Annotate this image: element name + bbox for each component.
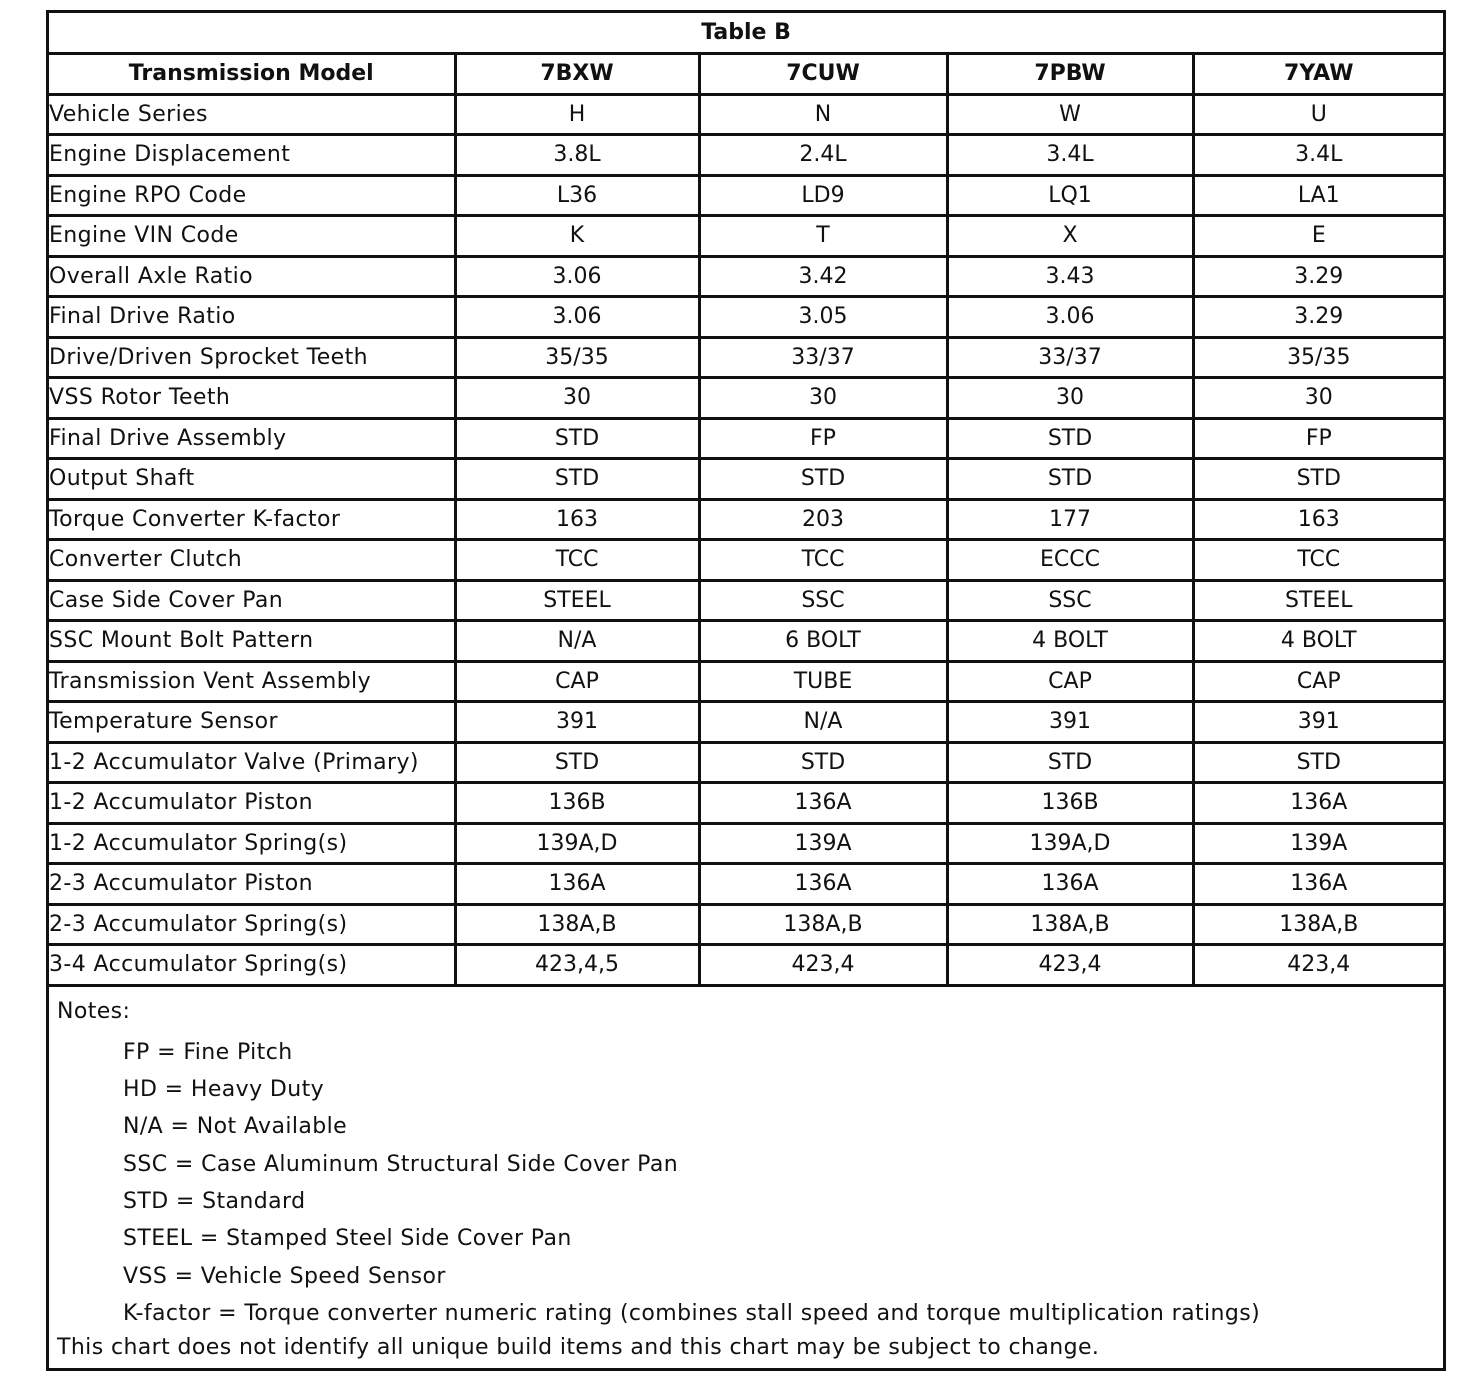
row-label: Overall Axle Ratio: [49, 256, 455, 297]
row-label: VSS Rotor Teeth: [49, 378, 455, 419]
row-label: Temperature Sensor: [49, 702, 455, 743]
disclaimer: This chart does not identify all unique build items and this chart may be subject to change.: [57, 1334, 1100, 1360]
table-cell: TCC: [1193, 540, 1443, 581]
table-cell: K: [455, 216, 699, 257]
row-label: Engine VIN Code: [49, 216, 455, 257]
table-cell: 3.4L: [1193, 135, 1443, 176]
table-cell: 138A,B: [1193, 904, 1443, 945]
table-cell: 423,4: [947, 945, 1193, 986]
table-row: [49, 418, 1443, 459]
table-cell: 136A: [455, 864, 699, 905]
table-cell: STD: [699, 742, 947, 783]
table-row: [49, 337, 1443, 378]
row-label: 2-3 Accumulator Spring(s): [49, 904, 455, 945]
table-cell: 163: [455, 499, 699, 540]
table-row: [49, 702, 1443, 743]
table-row: [49, 540, 1443, 581]
table-body: [49, 94, 1443, 985]
table-cell: 3.4L: [947, 135, 1193, 176]
table-cell: 136B: [455, 783, 699, 824]
note-item: K-factor = Torque converter numeric rating (combines stall speed and torque multiplication ratings): [123, 1301, 1261, 1327]
table-row: [49, 661, 1443, 702]
table-cell: 423,4: [1193, 945, 1443, 986]
notes-list: [57, 1034, 1443, 1333]
table-cell: W: [947, 94, 1193, 135]
table-cell: T: [699, 216, 947, 257]
table-cell: 3.06: [455, 256, 699, 297]
table-row: [49, 297, 1443, 338]
table-cell: N/A: [455, 621, 699, 662]
table-cell: SSC: [699, 580, 947, 621]
table-row: [49, 621, 1443, 662]
row-label: 2-3 Accumulator Piston: [49, 864, 455, 905]
table-row: [49, 135, 1443, 176]
row-label: Converter Clutch: [49, 540, 455, 581]
table-cell: STD: [455, 459, 699, 500]
row-label: Vehicle Series: [49, 94, 455, 135]
row-label: Drive/Driven Sprocket Teeth: [49, 337, 455, 378]
table-cell: 139A: [1193, 823, 1443, 864]
table-row: [49, 823, 1443, 864]
note-item: STEEL = Stamped Steel Side Cover Pan: [123, 1226, 572, 1252]
table-cell: 136A: [1193, 864, 1443, 905]
table-cell: 203: [699, 499, 947, 540]
row-label: 1-2 Accumulator Piston: [49, 783, 455, 824]
table-cell: 136A: [699, 783, 947, 824]
title-row: [49, 13, 1443, 54]
table-cell: 6 BOLT: [699, 621, 947, 662]
note-item: VSS = Vehicle Speed Sensor: [123, 1263, 446, 1289]
model-header: 7YAW: [1193, 54, 1443, 95]
row-label: SSC Mount Bolt Pattern: [49, 621, 455, 662]
row-label: 1-2 Accumulator Valve (Primary): [49, 742, 455, 783]
table-title: Table B: [49, 13, 1443, 54]
table-cell: STD: [699, 459, 947, 500]
table-row: [49, 742, 1443, 783]
table-cell: STD: [455, 418, 699, 459]
table-row: [49, 256, 1443, 297]
table-cell: E: [1193, 216, 1443, 257]
row-label: Final Drive Assembly: [49, 418, 455, 459]
note-item: STD = Standard: [123, 1189, 306, 1215]
table-cell: CAP: [455, 661, 699, 702]
table-cell: SSC: [947, 580, 1193, 621]
table-cell: TCC: [455, 540, 699, 581]
table-cell: LA1: [1193, 175, 1443, 216]
table-row: [49, 580, 1443, 621]
header-row: [49, 54, 1443, 95]
model-header: 7PBW: [947, 54, 1193, 95]
table-cell: STD: [947, 742, 1193, 783]
table-cell: 423,4: [699, 945, 947, 986]
row-label: Final Drive Ratio: [49, 297, 455, 338]
table-cell: 4 BOLT: [1193, 621, 1443, 662]
table-cell: 30: [699, 378, 947, 419]
table-cell: 3.29: [1193, 256, 1443, 297]
table-cell: 3.43: [947, 256, 1193, 297]
table-cell: H: [455, 94, 699, 135]
table-cell: U: [1193, 94, 1443, 135]
table-cell: FP: [1193, 418, 1443, 459]
table-cell: 136A: [699, 864, 947, 905]
row-label: Transmission Vent Assembly: [49, 661, 455, 702]
table-cell: 35/35: [455, 337, 699, 378]
table-cell: 3.8L: [455, 135, 699, 176]
model-header: 7CUW: [699, 54, 947, 95]
table-row: [49, 175, 1443, 216]
table-cell: 423,4,5: [455, 945, 699, 986]
note-item: N/A = Not Available: [123, 1114, 348, 1140]
table-cell: 136A: [1193, 783, 1443, 824]
table-cell: 30: [455, 378, 699, 419]
table-row: [49, 945, 1443, 986]
note-item: SSC = Case Aluminum Structural Side Cover Pan: [123, 1151, 679, 1177]
table-cell: X: [947, 216, 1193, 257]
table-cell: 139A,D: [947, 823, 1193, 864]
header-label: Transmission Model: [49, 54, 455, 95]
table-cell: STD: [455, 742, 699, 783]
table-cell: ECCC: [947, 540, 1193, 581]
table-cell: CAP: [947, 661, 1193, 702]
table-cell: STD: [947, 459, 1193, 500]
table-cell: 139A: [699, 823, 947, 864]
table-cell: CAP: [1193, 661, 1443, 702]
table-row: [49, 459, 1443, 500]
table-cell: LD9: [699, 175, 947, 216]
table-cell: 3.06: [455, 297, 699, 338]
table-cell: 30: [947, 378, 1193, 419]
model-header: 7BXW: [455, 54, 699, 95]
table-cell: 2.4L: [699, 135, 947, 176]
table-cell: N: [699, 94, 947, 135]
table-cell: 33/37: [947, 337, 1193, 378]
row-label: Case Side Cover Pan: [49, 580, 455, 621]
note-item: HD = Heavy Duty: [123, 1076, 325, 1102]
table-cell: 3.06: [947, 297, 1193, 338]
table-cell: STD: [947, 418, 1193, 459]
row-label: Output Shaft: [49, 459, 455, 500]
table-row: [49, 499, 1443, 540]
table-cell: 4 BOLT: [947, 621, 1193, 662]
table-cell: 138A,B: [947, 904, 1193, 945]
notes-section: [49, 987, 1443, 1368]
table-cell: 136A: [947, 864, 1193, 905]
table-cell: 391: [455, 702, 699, 743]
row-label: Engine Displacement: [49, 135, 455, 176]
row-label: Engine RPO Code: [49, 175, 455, 216]
table-cell: 177: [947, 499, 1193, 540]
table-row: [49, 216, 1443, 257]
table-cell: STEEL: [455, 580, 699, 621]
table-row: [49, 904, 1443, 945]
table-cell: TUBE: [699, 661, 947, 702]
table-row: [49, 864, 1443, 905]
table-cell: 3.42: [699, 256, 947, 297]
table-cell: 3.29: [1193, 297, 1443, 338]
table-cell: 136B: [947, 783, 1193, 824]
table-cell: STD: [1193, 459, 1443, 500]
table-row: [49, 94, 1443, 135]
notes-heading: Notes:: [57, 998, 131, 1024]
spec-document: [46, 10, 1446, 1371]
table-row: [49, 378, 1443, 419]
table-cell: N/A: [699, 702, 947, 743]
table-cell: L36: [455, 175, 699, 216]
table-row: [49, 783, 1443, 824]
table-cell: 391: [1193, 702, 1443, 743]
table-cell: STD: [1193, 742, 1443, 783]
table-cell: LQ1: [947, 175, 1193, 216]
row-label: Torque Converter K-factor: [49, 499, 455, 540]
table-cell: 35/35: [1193, 337, 1443, 378]
table-cell: 391: [947, 702, 1193, 743]
row-label: 3-4 Accumulator Spring(s): [49, 945, 455, 986]
table-cell: STEEL: [1193, 580, 1443, 621]
table-cell: 138A,B: [699, 904, 947, 945]
table-cell: FP: [699, 418, 947, 459]
spec-table: [49, 13, 1443, 987]
table-cell: 33/37: [699, 337, 947, 378]
table-cell: 139A,D: [455, 823, 699, 864]
table-cell: 138A,B: [455, 904, 699, 945]
table-cell: TCC: [699, 540, 947, 581]
note-item: FP = Fine Pitch: [123, 1039, 293, 1065]
table-cell: 3.05: [699, 297, 947, 338]
row-label: 1-2 Accumulator Spring(s): [49, 823, 455, 864]
table-cell: 163: [1193, 499, 1443, 540]
table-cell: 30: [1193, 378, 1443, 419]
